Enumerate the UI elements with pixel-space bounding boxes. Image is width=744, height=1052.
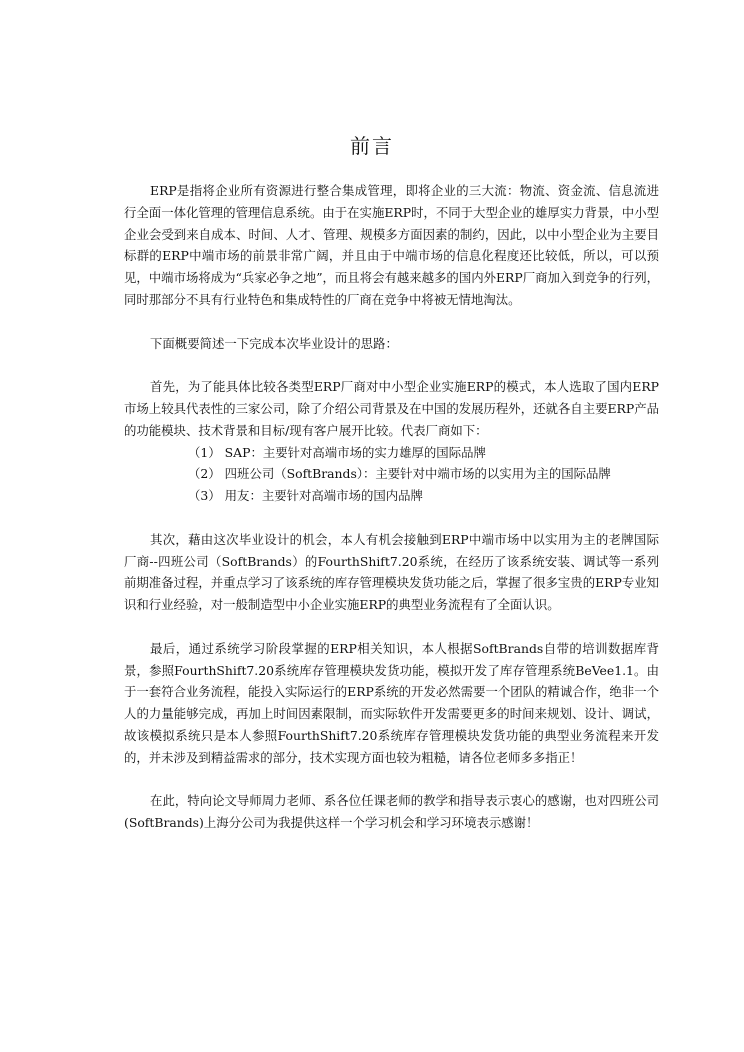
page-title: 前言 — [350, 134, 394, 158]
vendor-number: （2） — [188, 466, 221, 482]
paragraph-first: 首先，为了能具体比较各类型ERP厂商对中小型企业实施ERP的模式，本人选取了国内ERP市场上较具代表性的三家公司，除了介绍公司背景及在中国的发展历程外，还就各自主要ERP产品的功能模块、技术背景和目标/现有客户展开比较。代表厂商如下： — [124, 379, 659, 438]
vendor-item-sap — [188, 442, 659, 464]
paragraph-finally: 最后，通过系统学习阶段掌握的ERP相关知识，本人根据SoftBrands自带的培训数据库背景，参照FourthShift7.20系统库存管理模块发货功能，模拟开发了库存管理系统BeVee1.1。由于一套符合业务流程，能投入实际运行的ERP系统的开发必然需要一个团队的精诚合作，绝非一个人的力量能够完成，再加上时间因素限制，而实际软件开发需要更多的时间来规划、设计、调试，故该模拟系统只是本人参照FourthShift7.20系统库存管理模块发货功能的典型业务流程来开发的，并未涉及到精益需求的部分，技术实现方面也较为粗糙，请各位老师多多指正！ — [124, 640, 659, 765]
vendor-number: （1） — [188, 444, 221, 460]
vendor-item-softbrands — [188, 463, 659, 485]
vendor-text: SAP：主要针对高端市场的实力雄厚的国际品牌 — [224, 444, 486, 460]
paragraph-intro: ERP是指将企业所有资源进行整合集成管理，即将企业的三大流：物流、资金流、信息流进行全面一体化管理的管理信息系统。由于在实施ERP时，不同于大型企业的雄厚实力背景，中小型企业会受到来自成本、时间、人才、管理、规模多方面因素的制约，因此，以中小型企业为主要目标群的ERP中端市场的前景非常广阔，并且由于中端市场的信息化程度还比较低，所以，可以预见，中端市场将成为“兵家必争之地”，而且将会有越来越多的国内外ERP厂商加入到竞争的行列，同时那部分不具有行业特色和集成特性的厂商在竞争中将被无情地淘汰。 — [124, 183, 660, 307]
paragraph-thanks: 在此，特向论文导师周力老师、系各位任课老师的教学和指导表示衷心的感谢，也对四班公司(SoftBrands)上海分公司为我提供这样一个学习机会和学习环境表示感谢！ — [124, 793, 659, 831]
preface-body — [124, 180, 659, 856]
vendor-list — [124, 442, 659, 507]
vendor-text: 用友：主要针对高端市场的国内品牌 — [224, 488, 423, 504]
paragraph-outline: 下面概要简述一下完成本次毕业设计的思路： — [150, 335, 398, 351]
vendor-number: （3） — [188, 488, 221, 504]
paragraph-second: 其次，藉由这次毕业设计的机会，本人有机会接触到ERP中端市场中以实用为主的老牌国际厂商--四班公司（SoftBrands）的FourthShift7.20系统，在经历了该系统安装、调试等一系列前期准备过程，并重点学习了该系统的库存管理模块发货功能之后，掌握了很多宝贵的ERP专业知识和行业经验，对一般制造型中小企业实施ERP的典型业务流程有了全面认识。 — [124, 531, 659, 613]
vendor-text: 四班公司（SoftBrands）：主要针对中端市场的以实用为主的国际品牌 — [224, 466, 611, 482]
vendor-item-yonyou — [188, 485, 659, 507]
